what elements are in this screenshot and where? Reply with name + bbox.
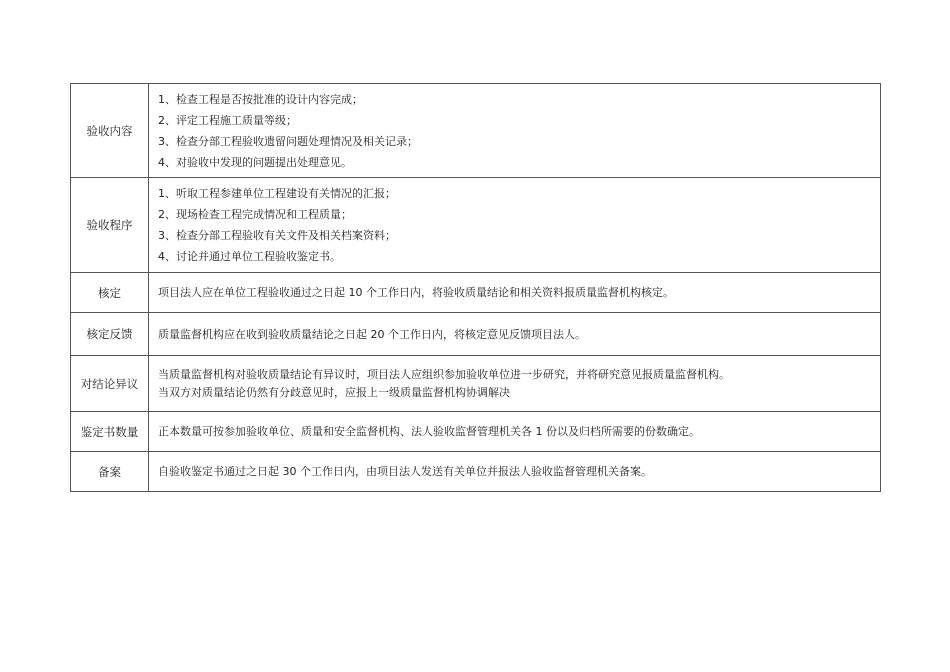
row-content-certificate-quantity: [149, 412, 881, 452]
row-label-filing: 备案: [71, 452, 149, 492]
content-line: 项目法人应在单位工程验收通过之日起 10 个工作日内，将验收质量结论和相关资料报质量监督机构核定。: [158, 286, 674, 299]
row-content-verification: [149, 273, 881, 313]
content-line: 4、讨论并通过单位工程验收鉴定书。: [158, 250, 341, 263]
row-label-verification-feedback: 核定反馈: [71, 313, 149, 356]
row-content-acceptance-content: [149, 84, 881, 178]
row-label-verification: 核定: [71, 273, 149, 313]
table-row: [71, 356, 881, 412]
table-row: [71, 84, 881, 178]
content-line: 自验收鉴定书通过之日起 30 个工作日内，由项目法人发送有关单位并报法人验收监督管理机关备案。: [158, 465, 652, 478]
content-line: 1、检查工程是否按批准的设计内容完成；: [158, 92, 363, 106]
row-content-acceptance-procedure: [149, 178, 881, 273]
content-line: 正本数量可按参加验收单位、质量和安全监督机构、法人验收监督管理机关各 1 份以及归档所需要的份数确定。: [158, 425, 700, 438]
row-label-acceptance-procedure: 验收程序: [71, 178, 149, 273]
table-row: [71, 412, 881, 452]
content-line: 当质量监督机构对验收质量结论有异议时，项目法人应组织参加验收单位进一步研究，并将研究意见报质量监督机构。: [158, 367, 730, 381]
row-content-conclusion-objection: [149, 356, 881, 412]
content-line: 1、听取工程参建单位工程建设有关情况的汇报；: [158, 187, 396, 200]
row-label-certificate-quantity: 鉴定书数量: [71, 412, 149, 452]
row-label-conclusion-objection: 对结论异议: [71, 356, 149, 412]
content-line: 2、现场检查工程完成情况和工程质量；: [158, 208, 352, 221]
content-line: 3、检查分部工程验收有关文件及相关档案资料；: [158, 229, 396, 242]
content-line: 质量监督机构应在收到验收质量结论之日起 20 个工作日内，将核定意见反馈项目法人。: [158, 327, 586, 341]
table-row: [71, 273, 881, 313]
row-content-filing: [149, 452, 881, 492]
table-row: [71, 313, 881, 356]
content-line: 当双方对质量结论仍然有分歧意见时，应报上一级质量监督机构协调解决: [158, 385, 510, 399]
row-label-acceptance-content: 验收内容: [71, 84, 149, 178]
content-line: 2、评定工程施工质量等级；: [158, 113, 297, 127]
content-line: 4、对验收中发现的问题提出处理意见。: [158, 155, 352, 169]
acceptance-procedure-table: [70, 83, 881, 492]
table-row: [71, 178, 881, 273]
row-content-verification-feedback: [149, 313, 881, 356]
content-line: 3、检查分部工程验收遗留问题处理情况及相关记录；: [158, 134, 418, 148]
table-row: [71, 452, 881, 492]
